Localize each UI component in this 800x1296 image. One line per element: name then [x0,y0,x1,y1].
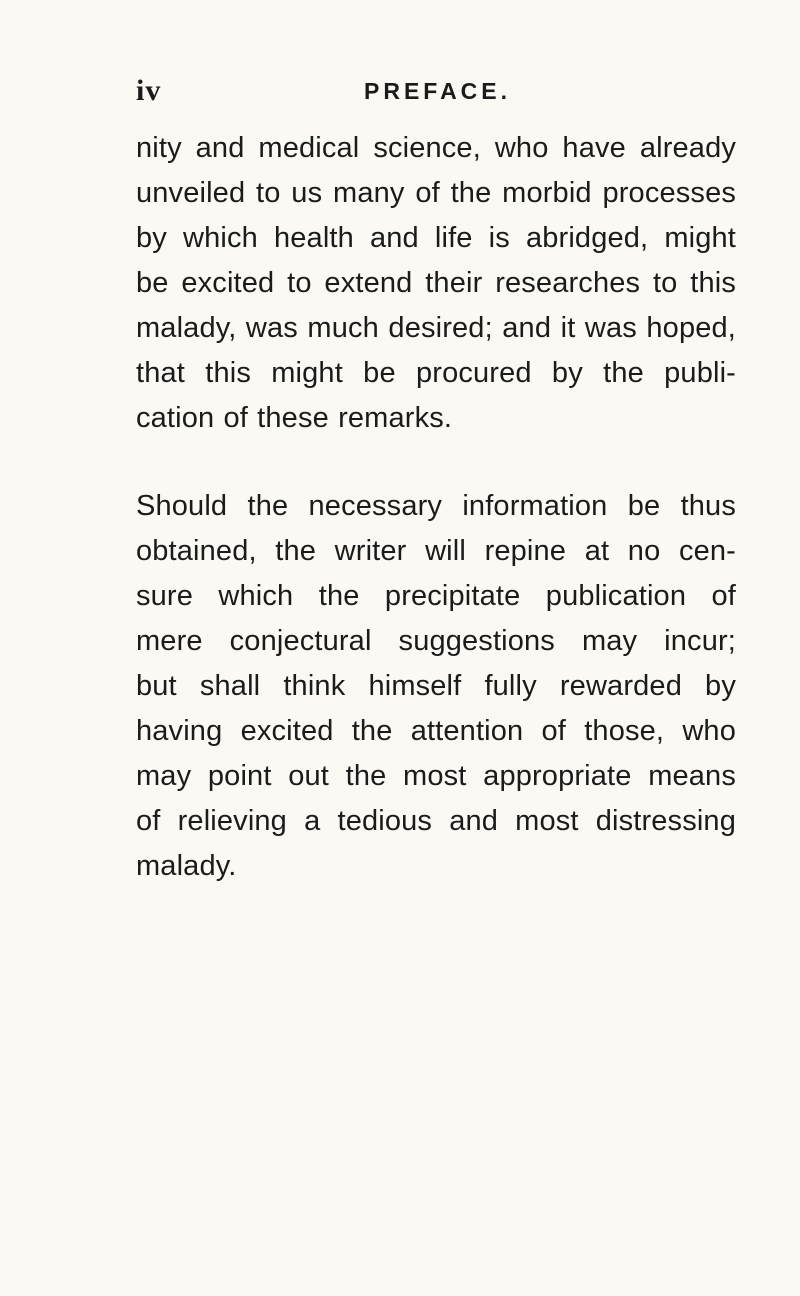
text-line: mere conjectural suggestions may incur; [136,625,736,657]
preface-body [136,126,736,889]
page-header [136,74,726,114]
text-line: sure which the precipitate publication of [136,580,736,612]
paragraph-1 [136,126,736,441]
text-line: that this might be procured by the publi- [136,357,736,389]
text-line: unveiled to us many of the morbid processes [136,177,736,209]
text-line: nity and medical science, who have already [136,132,736,164]
paragraph-2 [136,484,736,889]
text-line: by which health and life is abridged, might [136,222,736,254]
text-line: malady, was much desired; and it was hoped, [136,312,736,344]
text-line: of relieving a tedious and most distressing [136,805,736,837]
text-line: be excited to extend their researches to this [136,267,736,299]
text-line: Should the necessary information be thus [136,490,736,522]
text-line: having excited the attention of those, who [136,715,736,747]
text-line: malady. [136,850,237,882]
text-line: cation of these remarks. [136,402,453,434]
running-head: PREFACE. [364,78,512,104]
page-number: iv [136,74,162,107]
text-line: obtained, the writer will repine at no cen- [136,535,736,567]
text-line: but shall think himself fully rewarded by [136,670,736,702]
text-line: may point out the most appropriate means [136,760,736,792]
